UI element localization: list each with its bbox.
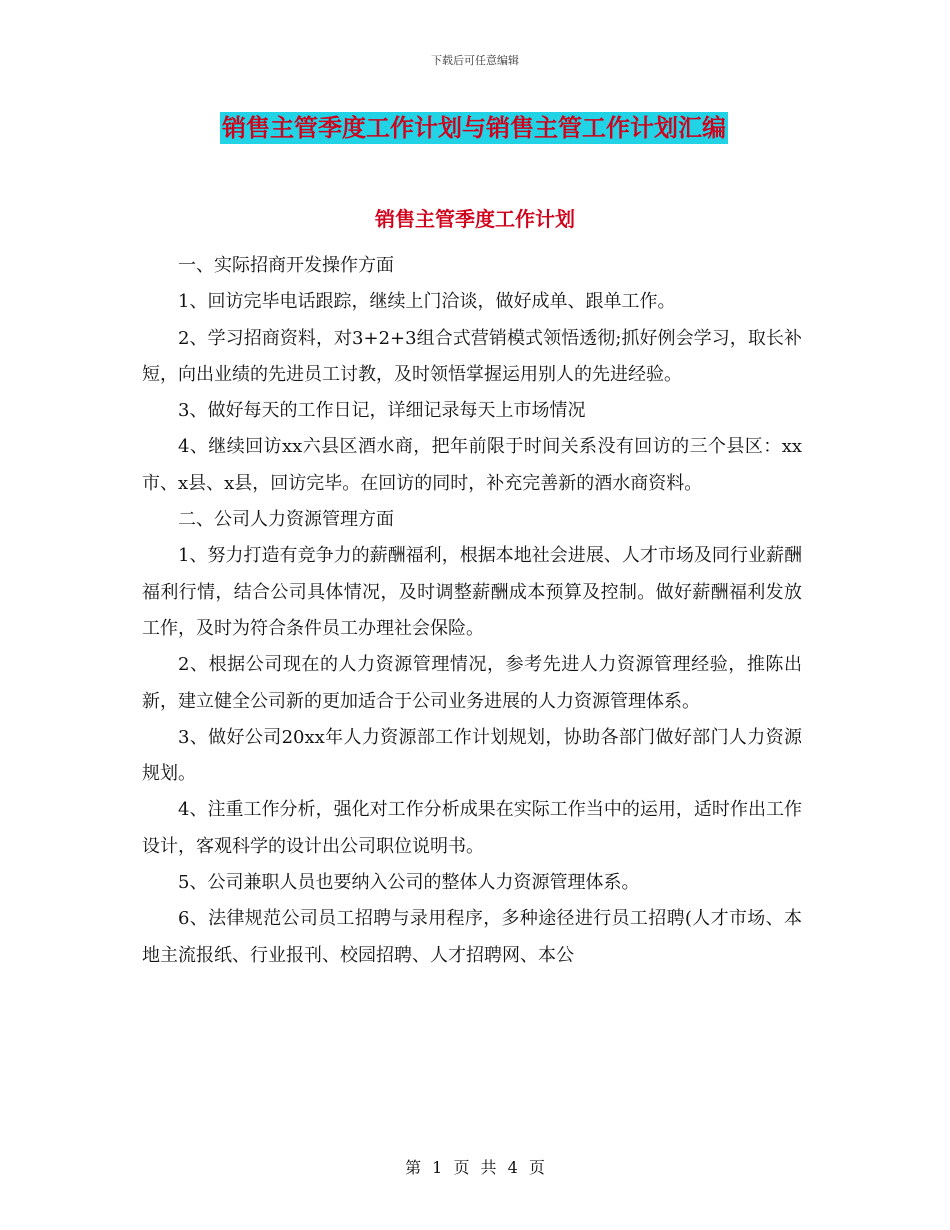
document-body xyxy=(142,248,802,974)
paragraph: 3、做好每天的工作日记，详细记录每天上市场情况 xyxy=(178,400,586,422)
paragraph: 4、注重工作分析，强化对工作分析成果在实际工作当中的运用，适时作出工作设计，客观科学的设计出公司职位说明书。 xyxy=(142,799,802,857)
main-title: 销售主管季度工作计划与销售主管工作计划汇编 xyxy=(222,114,726,142)
paragraph: 5、公司兼职人员也要纳入公司的整体人力资源管理体系。 xyxy=(178,872,640,894)
paragraph: 2、学习招商资料，对3+2+3组合式营销模式领悟透彻;抓好例会学习，取长补短，向出业绩的先进员工讨教，及时领悟掌握运用别人的先进经验。 xyxy=(142,327,802,385)
page-header: 下载后可任意编辑 xyxy=(431,54,519,67)
paragraph: 一、实际招商开发操作方面 xyxy=(178,255,394,276)
page-number: 第 1 页 共 4 页 xyxy=(405,1158,545,1177)
paragraph: 1、回访完毕电话跟踪，继续上门洽谈，做好成单、跟单工作。 xyxy=(178,291,676,313)
paragraph: 二、公司人力资源管理方面 xyxy=(178,509,394,531)
paragraph: 4、继续回访xx六县区酒水商，把年前限于时间关系没有回访的三个县区：xx市、x县、x县，回访完毕。在回访的同时，补充完善新的酒水商资料。 xyxy=(142,436,802,494)
paragraph: 6、法律规范公司员工招聘与录用程序，多种途径进行员工招聘(人才市场、本地主流报纸、行业报刊、校园招聘、人才招聘网、本公 xyxy=(142,908,802,966)
paragraph: 3、做好公司20xx年人力资源部工作计划规划，协助各部门做好部门人力资源规划。 xyxy=(142,726,802,785)
section-title: 销售主管季度工作计划 xyxy=(375,207,575,231)
paragraph: 2、根据公司现在的人力资源管理情况，参考先进人力资源管理经验，推陈出新，建立健全公司新的更加适合于公司业务进展的人力资源管理体系。 xyxy=(142,654,802,712)
paragraph: 1、努力打造有竞争力的薪酬福利，根据本地社会进展、人才市场及同行业薪酬福利行情，结合公司具体情况，及时调整薪酬成本预算及控制。做好薪酬福利发放工作，及时为符合条件员工办理社会保险。 xyxy=(142,545,802,639)
